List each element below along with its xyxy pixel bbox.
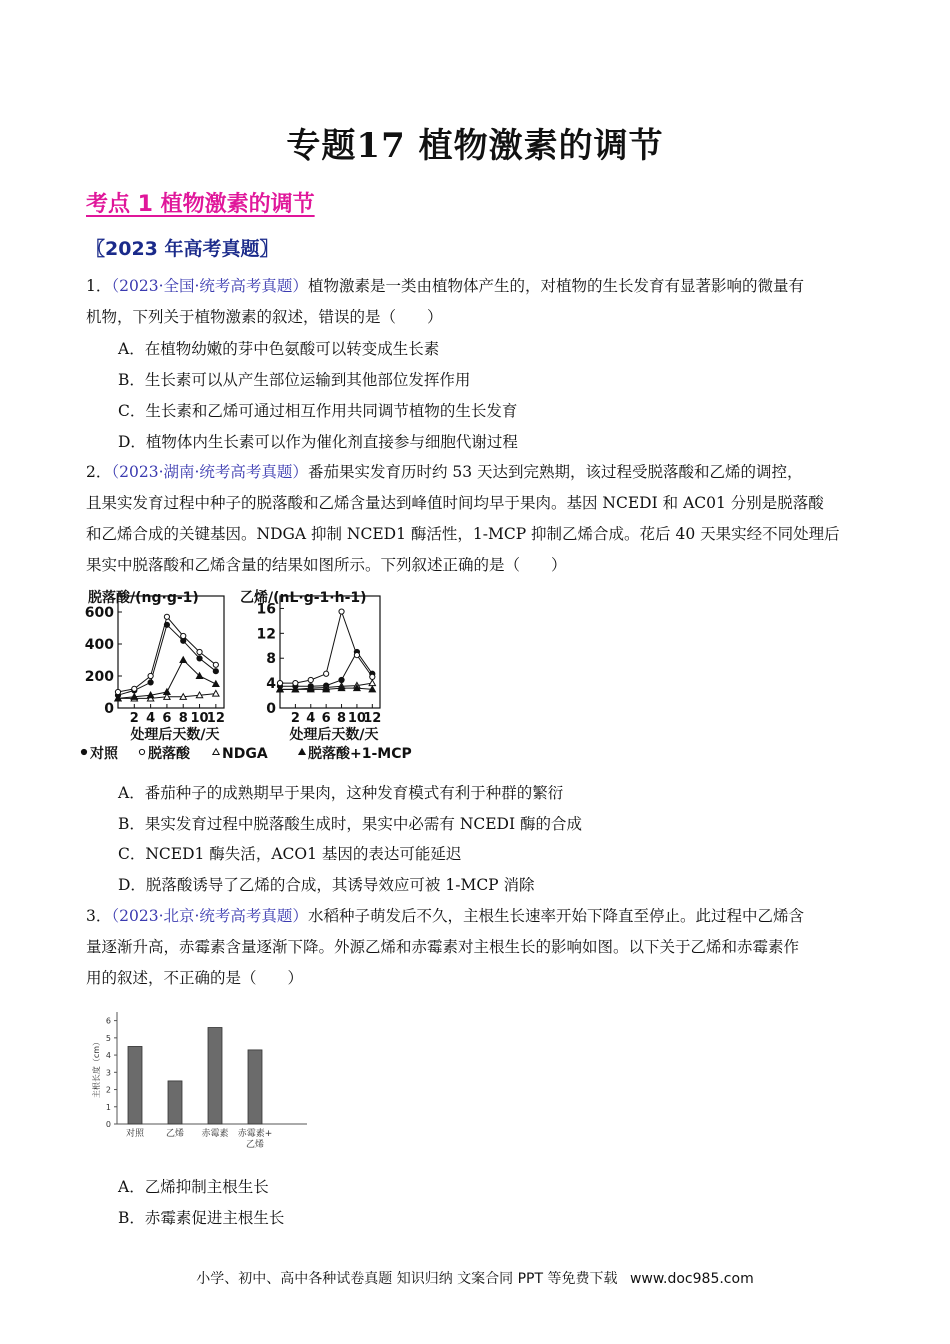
category-label: 赤霉素: [201, 1129, 229, 1139]
stem-line: 果实中脱落酸和乙烯含量的结果如图所示。下列叙述正确的是（ ）: [86, 556, 567, 574]
y-tick-label: 5: [105, 1033, 111, 1043]
marker-open-circle: [213, 662, 218, 667]
question-source: （2023·全国·统考高考真题）: [111, 277, 308, 295]
question-source: （2023·北京·统考高考真题）: [111, 907, 308, 925]
y-axis-label: 主根长度（cm）: [92, 1037, 101, 1099]
y-tick-label: 0: [105, 1120, 111, 1129]
bar: [248, 1050, 262, 1124]
bar: [168, 1081, 182, 1124]
marker-filled-triangle: [164, 689, 170, 695]
marker-open-triangle: [369, 680, 375, 686]
chart-title: 脱落酸/(ng·g-1): [88, 590, 199, 606]
y-tick-label: 6: [105, 1016, 111, 1026]
legend-label: NDGA: [222, 746, 268, 762]
legend-label: 脱落酸+1-MCP: [308, 746, 412, 762]
footer-text: 小学、初中、高中各种试卷真题 知识归纳 文案合同 PPT 等免费下载: [196, 1271, 618, 1287]
x-axis-label: 处理后天数/天: [130, 727, 220, 743]
x-tick-label: 8: [337, 711, 347, 726]
marker-filled-circle: [81, 749, 86, 754]
marker-filled-circle: [197, 656, 202, 661]
marker-filled-circle: [213, 669, 218, 674]
marker-open-circle: [181, 633, 186, 638]
y-tick-label: 600: [84, 605, 114, 621]
y-tick-label: 16: [256, 601, 276, 618]
marker-filled-circle: [148, 680, 153, 685]
option-b: B．果实发育过程中脱落酸生成时，果实中必需有 NCEDI 酶的合成: [118, 815, 583, 833]
question-number: 2．: [86, 463, 112, 481]
marker-filled-triangle: [213, 681, 219, 687]
year-heading: 〖2023 年高考真题〗: [86, 238, 279, 260]
marker-open-triangle: [213, 749, 219, 755]
legend-label: 脱落酸: [148, 746, 190, 762]
question-2-stem: [86, 457, 861, 581]
question-number: 3．: [86, 907, 112, 925]
stem-line: 和乙烯合成的关键基因。NDGA 抑制 NCED1 酶活性，1-MCP 抑制乙烯合成。花后 40 天果实经不同处理后: [86, 525, 840, 543]
x-tick-label: 6: [321, 711, 331, 726]
option-a: A．乙烯抑制主根生长: [118, 1178, 269, 1196]
section-heading: 考点 1 植物激素的调节: [86, 192, 315, 217]
option-a: A．番茄种子的成熟期早于果肉，这种发育模式有利于种群的繁衍: [118, 784, 564, 802]
stem-line: 番茄果实发育历时约 53 天达到完熟期，该过程受脱落酸和乙烯的调控，: [307, 463, 803, 481]
category-label: 赤霉素+: [237, 1129, 273, 1139]
option-c: C．NCED1 酶失活，ACO1 基因的表达可能延迟: [118, 845, 462, 863]
x-axis-label: 处理后天数/天: [289, 727, 379, 743]
question-3-stem: [86, 901, 861, 994]
x-tick-label: 10: [347, 711, 366, 726]
marker-open-circle: [370, 674, 375, 679]
x-tick-label: 12: [363, 711, 382, 726]
marker-open-triangle: [213, 690, 219, 696]
footer: [0, 1268, 950, 1288]
y-tick-label: 400: [84, 637, 114, 653]
y-tick-label: 1: [105, 1102, 111, 1112]
legend-item: [213, 746, 268, 762]
y-tick-label: 4: [266, 676, 276, 693]
question-number: 1．: [86, 277, 112, 295]
ethylene-chart: [240, 589, 381, 743]
y-tick-label: 8: [266, 651, 276, 668]
chart-title: 乙烯/(nL·g-1·h-1): [240, 590, 367, 606]
marker-open-circle: [148, 673, 153, 678]
bar-chart: [85, 1000, 315, 1165]
bar: [208, 1028, 222, 1124]
marker-open-circle: [139, 749, 144, 754]
marker-open-circle: [354, 653, 359, 658]
marker-open-circle: [197, 649, 202, 654]
marker-open-circle: [132, 686, 137, 691]
y-tick-label: 200: [84, 669, 114, 685]
y-tick-label: 2: [105, 1085, 111, 1095]
y-tick-label: 12: [256, 626, 276, 643]
marker-open-circle: [308, 677, 313, 682]
x-tick-label: 4: [146, 711, 156, 726]
abscisic-acid-chart: [85, 589, 225, 743]
marker-open-circle: [324, 671, 329, 676]
y-tick-label: 0: [266, 701, 276, 717]
option-c: C．生长素和乙烯可通过相互作用共同调节植物的生长发育: [118, 402, 518, 420]
marker-open-circle: [115, 689, 120, 694]
stem-line: 用的叙述，不正确的是（ ）: [86, 969, 304, 987]
legend-item: [81, 746, 119, 762]
category-label: 乙烯: [245, 1140, 265, 1150]
marker-open-circle: [164, 614, 169, 619]
x-tick-label: 10: [190, 711, 209, 726]
page-title: 专题17 植物激素的调节: [286, 126, 664, 166]
x-tick-label: 6: [162, 711, 172, 726]
y-tick-label: 3: [105, 1068, 111, 1078]
marker-filled-triangle: [299, 749, 305, 755]
marker-open-circle: [339, 609, 344, 614]
root-length-chart: [91, 1012, 307, 1150]
category-label: 乙烯: [165, 1129, 185, 1139]
question-source: （2023·湖南·统考高考真题）: [111, 463, 308, 481]
option-b: B．赤霉素促进主根生长: [118, 1209, 285, 1227]
stem-line: 量逐渐升高，赤霉素含量逐渐下降。外源乙烯和赤霉素对主根生长的影响如图。以下关于乙烯和赤霉素作: [86, 938, 800, 956]
marker-filled-triangle: [180, 657, 186, 663]
marker-filled-circle: [339, 677, 344, 682]
stem-line: 且果实发育过程中种子的脱落酸和乙烯含量达到峰值时间均早于果肉。基因 NCEDI 和 AC01 分别是脱落酸: [86, 494, 824, 512]
stem-line: 植物激素是一类由植物体产生的，对植物的生长发育有显著影响的微量有: [307, 277, 804, 295]
stem-line: 水稻种子萌发后不久，主根生长速率开始下降直至停止。此过程中乙烯含: [307, 907, 804, 925]
x-tick-label: 2: [129, 711, 139, 726]
option-a: A．在植物幼嫩的芽中色氨酸可以转变成生长素: [118, 340, 440, 358]
y-tick-label: 4: [105, 1051, 111, 1061]
legend-item: [139, 745, 191, 762]
option-d: D．植物体内生长素可以作为催化剂直接参与细胞代谢过程: [118, 433, 518, 451]
bar: [128, 1046, 142, 1124]
y-tick-label: 0: [104, 701, 114, 717]
option-d: D．脱落酸诱导了乙烯的合成，其诱导效应可被 1-MCP 消除: [118, 876, 535, 894]
line-charts-figure: [80, 582, 440, 772]
legend-item: [299, 745, 412, 762]
stem-line: 机物，下列关于植物激素的叙述，错误的是（ ）: [86, 308, 443, 326]
x-tick-label: 12: [206, 711, 225, 726]
marker-open-circle: [277, 681, 282, 686]
category-label: 对照: [125, 1129, 145, 1139]
option-b: B．生长素可以从产生部位运输到其他部位发挥作用: [118, 371, 471, 389]
x-tick-label: 4: [306, 711, 316, 726]
x-tick-label: 2: [290, 711, 300, 726]
question-1-stem: [86, 271, 861, 333]
line-chart-legend: [81, 745, 411, 762]
x-tick-label: 8: [178, 711, 188, 726]
legend-label: 对照: [90, 746, 118, 762]
marker-open-circle: [293, 681, 298, 686]
footer-url[interactable]: www.doc985.com: [629, 1271, 754, 1287]
